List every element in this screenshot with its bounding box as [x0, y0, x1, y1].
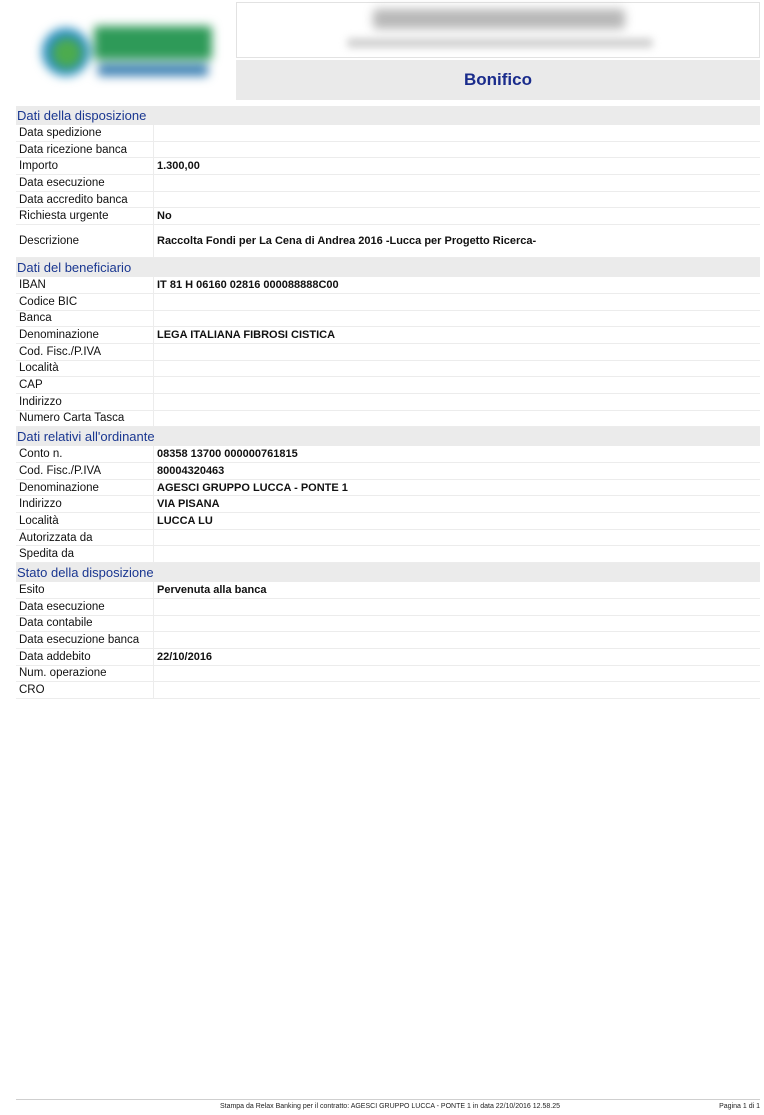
field-label: CRO — [16, 682, 154, 698]
field-label: Autorizzata da — [16, 530, 154, 546]
field-row — [16, 513, 760, 530]
field-row — [16, 344, 760, 361]
field-label: Banca — [16, 311, 154, 327]
field-row — [16, 530, 760, 547]
footer-page-number: Pagina 1 di 1 — [719, 1103, 760, 1110]
section — [16, 106, 760, 258]
field-row — [16, 496, 760, 513]
field-value: IT 81 H 06160 02816 000088888C00 — [157, 278, 339, 291]
field-row — [16, 394, 760, 411]
field-row — [16, 277, 760, 294]
field-value: 08358 13700 000000761815 — [157, 448, 298, 461]
field-row — [16, 294, 760, 311]
field-value: AGESCI GRUPPO LUCCA - PONTE 1 — [157, 481, 348, 494]
field-value: VIA PISANA — [157, 498, 220, 511]
transfer-details — [16, 106, 760, 699]
field-label: Data addebito — [16, 649, 154, 665]
field-row — [16, 361, 760, 378]
field-row — [16, 327, 760, 344]
field-label: Num. operazione — [16, 666, 154, 682]
field-label: Spedita da — [16, 546, 154, 562]
field-value — [154, 682, 760, 698]
field-row — [16, 446, 760, 463]
bank-logo — [38, 16, 213, 86]
field-row — [16, 192, 760, 209]
field-value — [154, 632, 760, 648]
field-value: Pervenuta alla banca — [157, 583, 267, 596]
field-value — [154, 142, 760, 158]
field-value — [154, 311, 760, 327]
field-label: CAP — [16, 377, 154, 393]
field-value: 80004320463 — [157, 464, 225, 477]
field-value — [154, 192, 760, 208]
field-value: 22/10/2016 — [157, 650, 213, 663]
field-row — [16, 463, 760, 480]
document-title-bar — [236, 60, 760, 100]
document-header — [8, 2, 760, 100]
field-value — [154, 530, 760, 546]
field-row — [16, 599, 760, 616]
field-label: Indirizzo — [16, 496, 154, 512]
field-row — [16, 546, 760, 563]
field-label: Data contabile — [16, 616, 154, 632]
field-row — [16, 649, 760, 666]
section-title: Dati relativi all'ordinante — [16, 427, 760, 446]
field-row — [16, 125, 760, 142]
document-title: Bonifico — [464, 70, 532, 89]
field-label: Località — [16, 361, 154, 377]
field-value — [154, 294, 760, 310]
field-value — [154, 599, 760, 615]
field-label: Località — [16, 513, 154, 529]
field-value — [154, 377, 760, 393]
field-value — [154, 344, 760, 360]
field-row — [16, 158, 760, 175]
field-row — [16, 666, 760, 683]
field-label: Data esecuzione — [16, 599, 154, 615]
section — [16, 563, 760, 699]
section-title: Dati del beneficiario — [16, 258, 760, 277]
field-label: Importo — [16, 158, 154, 174]
field-row — [16, 582, 760, 599]
field-row — [16, 208, 760, 225]
field-value — [154, 616, 760, 632]
blurred-bank-info — [236, 2, 760, 58]
footer-print-info: Stampa da Relax Banking per il contratto: AGESCI GRUPPO LUCCA - PONTE 1 in data 22/10/2016 12.58.25 — [219, 1103, 561, 1110]
field-label: Data esecuzione banca — [16, 632, 154, 648]
field-row — [16, 142, 760, 159]
field-label: Data esecuzione — [16, 175, 154, 191]
field-value: LUCCA LU — [157, 514, 213, 527]
field-value — [154, 361, 760, 377]
field-row — [16, 175, 760, 192]
field-value: LEGA ITALIANA FIBROSI CISTICA — [157, 329, 336, 342]
field-row — [16, 377, 760, 394]
field-label: Cod. Fisc./P.IVA — [16, 463, 154, 479]
field-label: Denominazione — [16, 480, 154, 496]
field-row — [16, 632, 760, 649]
field-label: Denominazione — [16, 327, 154, 343]
field-label: Indirizzo — [16, 394, 154, 410]
section-title: Dati della disposizione — [16, 106, 760, 125]
section-title: Stato della disposizione — [16, 563, 760, 582]
section — [16, 258, 760, 427]
field-row — [16, 682, 760, 699]
section — [16, 427, 760, 563]
field-label: Codice BIC — [16, 294, 154, 310]
field-row — [16, 616, 760, 633]
field-label: Data accredito banca — [16, 192, 154, 208]
field-label: Richiesta urgente — [16, 208, 154, 224]
field-value — [154, 125, 760, 141]
field-label: Data ricezione banca — [16, 142, 154, 158]
field-label: Descrizione — [16, 225, 154, 257]
field-row — [16, 480, 760, 497]
field-value: 1.300,00 — [157, 160, 200, 173]
field-value — [154, 666, 760, 682]
field-label: Data spedizione — [16, 125, 154, 141]
field-label: IBAN — [16, 277, 154, 293]
field-label: Cod. Fisc./P.IVA — [16, 344, 154, 360]
field-value — [154, 175, 760, 191]
field-label: Numero Carta Tasca — [16, 411, 154, 427]
field-row — [16, 311, 760, 328]
field-label: Conto n. — [16, 446, 154, 462]
field-row — [16, 411, 760, 428]
field-label: Esito — [16, 582, 154, 598]
bank-logo-area — [8, 2, 234, 100]
field-value: No — [157, 210, 172, 223]
footer-divider — [16, 1099, 760, 1100]
field-row — [16, 225, 760, 258]
field-value — [154, 411, 760, 427]
field-value — [154, 394, 760, 410]
field-value: Raccolta Fondi per La Cena di Andrea 2016 -Lucca per Progetto Ricerca- — [157, 235, 537, 248]
field-value — [154, 546, 760, 562]
